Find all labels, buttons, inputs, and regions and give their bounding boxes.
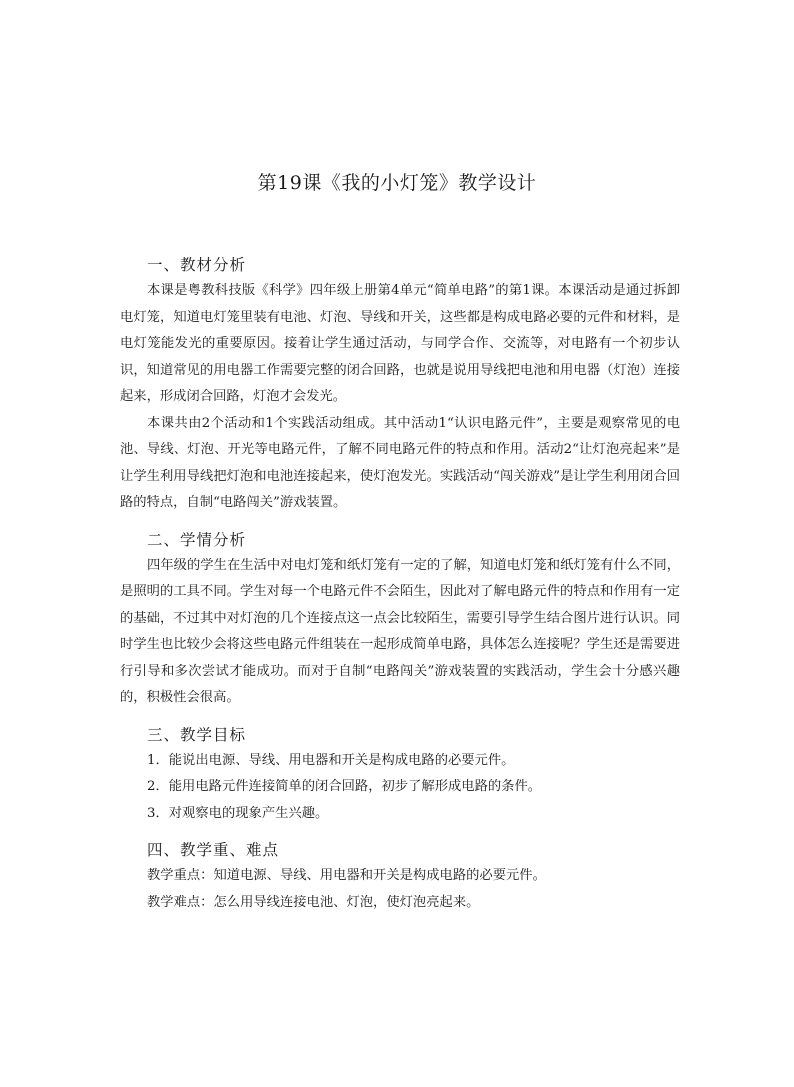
key-point-item: 教学重点：知道电源、导线、用电器和开关是构成电路的必要元件。 xyxy=(147,868,546,883)
paragraph: 本课是粤教科技版《科学》四年级上册第4单元“简单电路”的第1课。本课活动是通过拆卸电灯笼，知道电灯笼里装有电池、灯泡、导线和开关，这些都是构成电路必要的元件和材料，是电灯笼能发光的重要原因。接着让学生通过活动，与同学合作、交流等，对电路有一个初步认识，知道常见的用电器工作需要完整的闭合回路，也就是说用导线把电池和用电器（灯泡）连接起来，形成闭合回路，灯泡才会发光。 xyxy=(120,283,680,404)
paragraph: 四年级的学生在生活中对电灯笼和纸灯笼有一定的了解，知道电灯笼和纸灯笼有什么不同，是照明的工具不同。学生对每一个电路元件不会陌生，因此对了解电路元件的特点和作用有一定的基础，不过其中对灯泡的几个连接点这一点会比较陌生，需要引导学生结合图片进行认识。同时学生也比较少会将这些电路元件组装在一起形成简单电路，具体怎么连接呢？学生还是需要进行引导和多次尝试才能成功。而对于自制“电路闯关”游戏装置的实践活动，学生会十分感兴趣的，积极性会很高。 xyxy=(120,557,680,705)
section-heading-teaching-goals: 三、教学目标 xyxy=(147,725,247,744)
document-body xyxy=(120,252,680,916)
section-heading-textbook-analysis: 一、教材分析 xyxy=(147,256,247,274)
section-heading-key-points: 四、教学重、难点 xyxy=(147,841,280,859)
difficulty-item: 教学难点：怎么用导线连接电池、灯泡，使灯泡亮起来。 xyxy=(147,894,480,910)
goal-item: 2．能用电路元件连接简单的闭合回路，初步了解形成电路的条件。 xyxy=(147,779,542,794)
goal-item: 1．能说出电源、导线、用电器和开关是构成电路的必要元件。 xyxy=(147,752,515,768)
goal-item: 3．对观察电的现象产生兴趣。 xyxy=(147,805,329,821)
paragraph: 本课共由2个活动和1个实践活动组成。其中活动1“认识电路元件”，主要是观察常见的电池、导线、灯泡、开光等电路元件，了解不同电路元件的特点和作用。活动2“让灯泡亮起来”是让学生利用导线把灯泡和电池连接起来，使灯泡发光。实践活动“闯关游戏”是让学生利用闭合回路的特点，自制“电路闯关”游戏装置。 xyxy=(120,415,680,510)
section-heading-student-analysis: 二、学情分析 xyxy=(147,530,247,549)
document-title: 第19课《我的小灯笼》教学设计 xyxy=(257,172,537,194)
